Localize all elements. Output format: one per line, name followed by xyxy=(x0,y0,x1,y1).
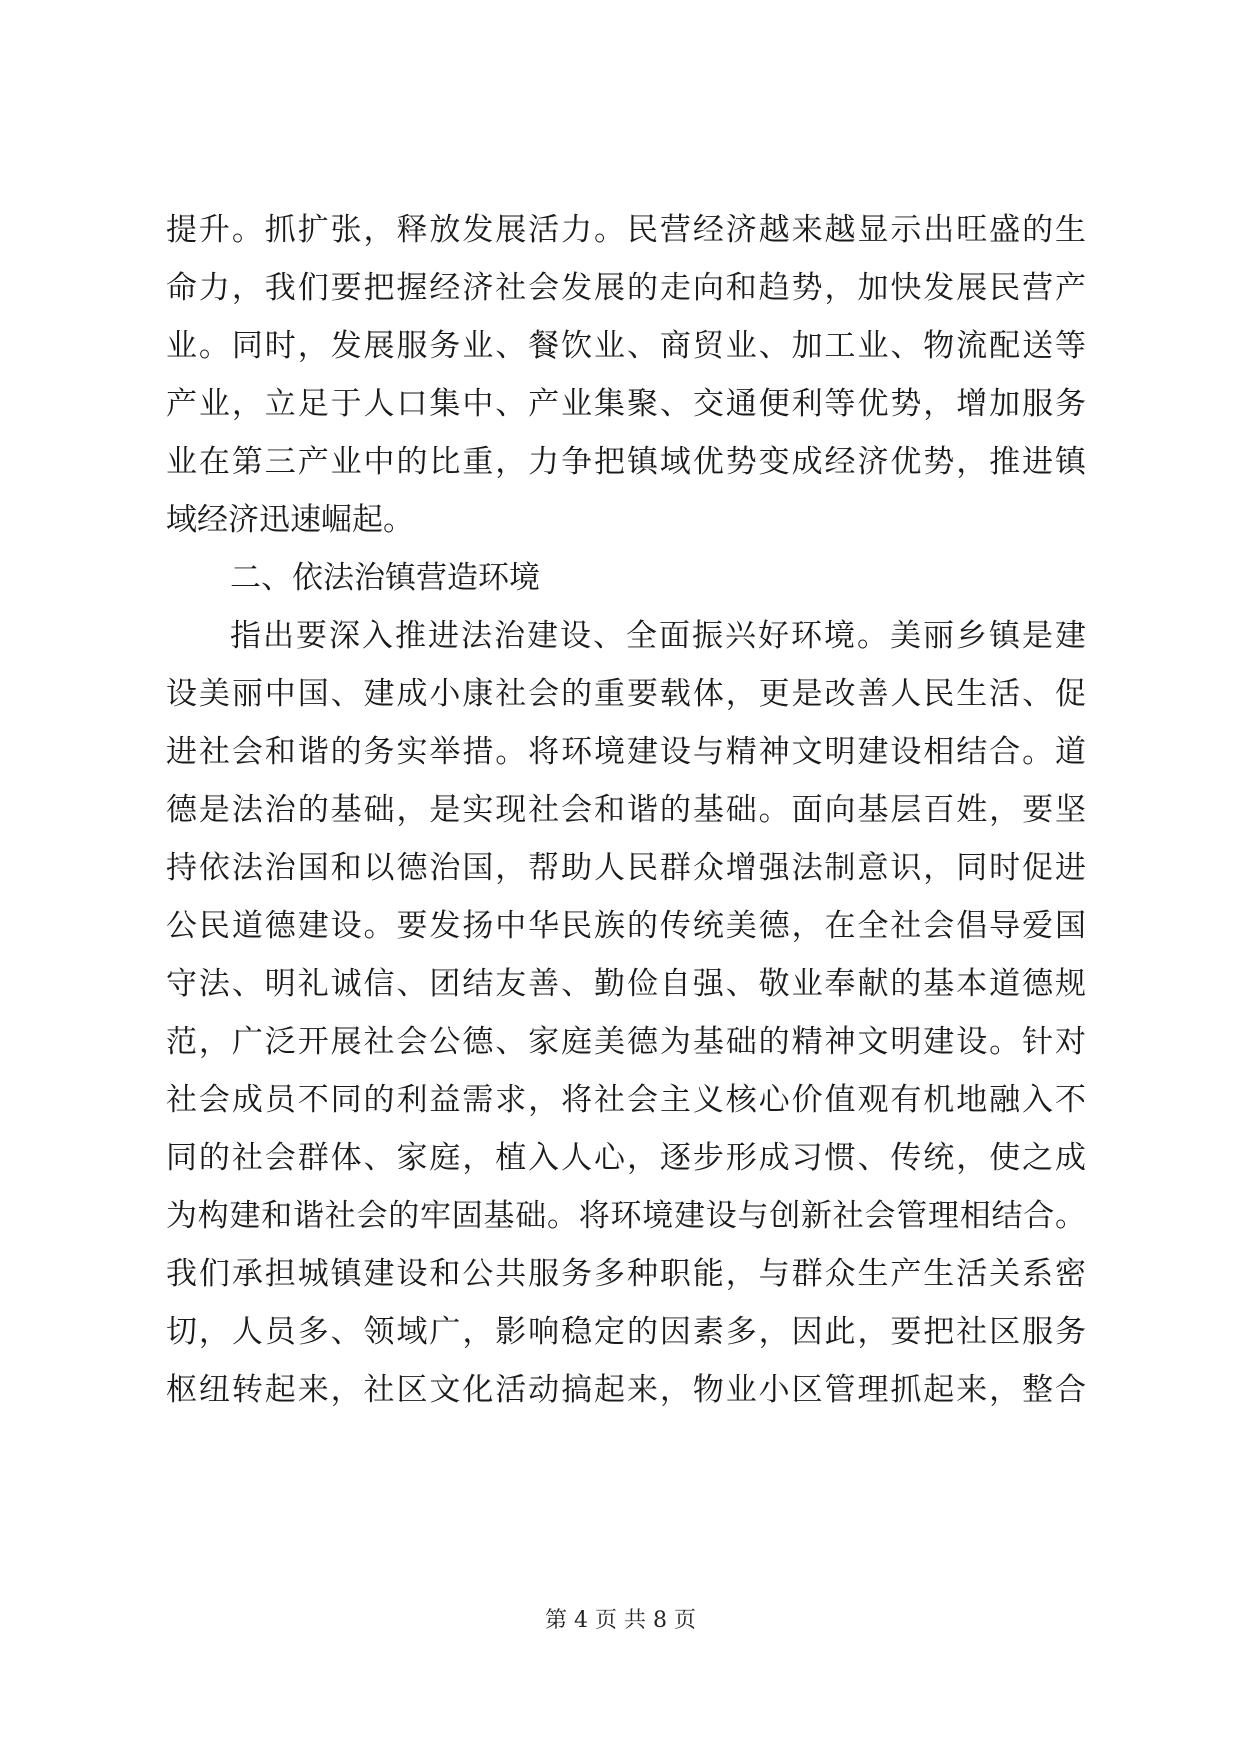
paragraph-1-line-1: 提升。抓扩张，释放发展活力。民营经济越来越显示出旺盛的生 xyxy=(166,212,1086,248)
paragraph-1-line-2: 命力，我们要把握经济社会发展的走向和趋势，加快发展民营产 xyxy=(166,270,1086,306)
paragraph-1-line-3: 业。同时，发展服务业、餐饮业、商贸业、加工业、物流配送等 xyxy=(166,328,1086,364)
paragraph-2-line-10: 同的社会群体、家庭，植入人心，逐步形成习惯、传统，使之成 xyxy=(166,1140,1086,1176)
paragraph-2-line-6: 公民道德建设。要发扬中华民族的传统美德，在全社会倡导爱国 xyxy=(166,908,1086,944)
paragraph-2-line-8: 范，广泛开展社会公德、家庭美德为基础的精神文明建设。针对 xyxy=(166,1024,1086,1060)
paragraph-2-line-13: 切，人员多、领域广，影响稳定的因素多，因此，要把社区服务 xyxy=(166,1314,1086,1350)
paragraph-2-line-2: 设美丽中国、建成小康社会的重要载体，更是改善人民生活、促 xyxy=(166,676,1086,712)
paragraph-2-line-9: 社会成员不同的利益需求，将社会主义核心价值观有机地融入不 xyxy=(166,1082,1086,1118)
paragraph-1-line-6: 域经济迅速崛起。 xyxy=(166,502,414,538)
paragraph-2-line-1: 指出要深入推进法治建设、全面振兴好环境。美丽乡镇是建 xyxy=(230,618,1086,654)
page-number-footer: 第 4 页 共 8 页 xyxy=(545,1608,696,1633)
paragraph-2-line-11: 为构建和谐社会的牢固基础。将环境建设与创新社会管理相结合。 xyxy=(166,1198,1086,1234)
paragraph-2-line-7: 守法、明礼诚信、团结友善、勤俭自强、敬业奉献的基本道德规 xyxy=(166,966,1086,1002)
paragraph-2-line-3: 进社会和谐的务实举措。将环境建设与精神文明建设相结合。道 xyxy=(166,734,1086,770)
paragraph-2-line-5: 持依法治国和以德治国，帮助人民群众增强法制意识，同时促进 xyxy=(166,850,1086,886)
paragraph-2-line-4: 德是法治的基础，是实现社会和谐的基础。面向基层百姓，要坚 xyxy=(166,792,1086,828)
paragraph-1-line-5: 业在第三产业中的比重，力争把镇域优势变成经济优势，推进镇 xyxy=(166,444,1086,480)
paragraph-1-line-4: 产业，立足于人口集中、产业集聚、交通便利等优势，增加服务 xyxy=(166,386,1086,422)
paragraph-2-line-12: 我们承担城镇建设和公共服务多种职能，与群众生产生活关系密 xyxy=(166,1256,1086,1292)
section-heading: 二、依法治镇营造环境 xyxy=(230,560,540,596)
paragraph-2-line-14: 枢纽转起来，社区文化活动搞起来，物业小区管理抓起来，整合 xyxy=(166,1372,1086,1408)
